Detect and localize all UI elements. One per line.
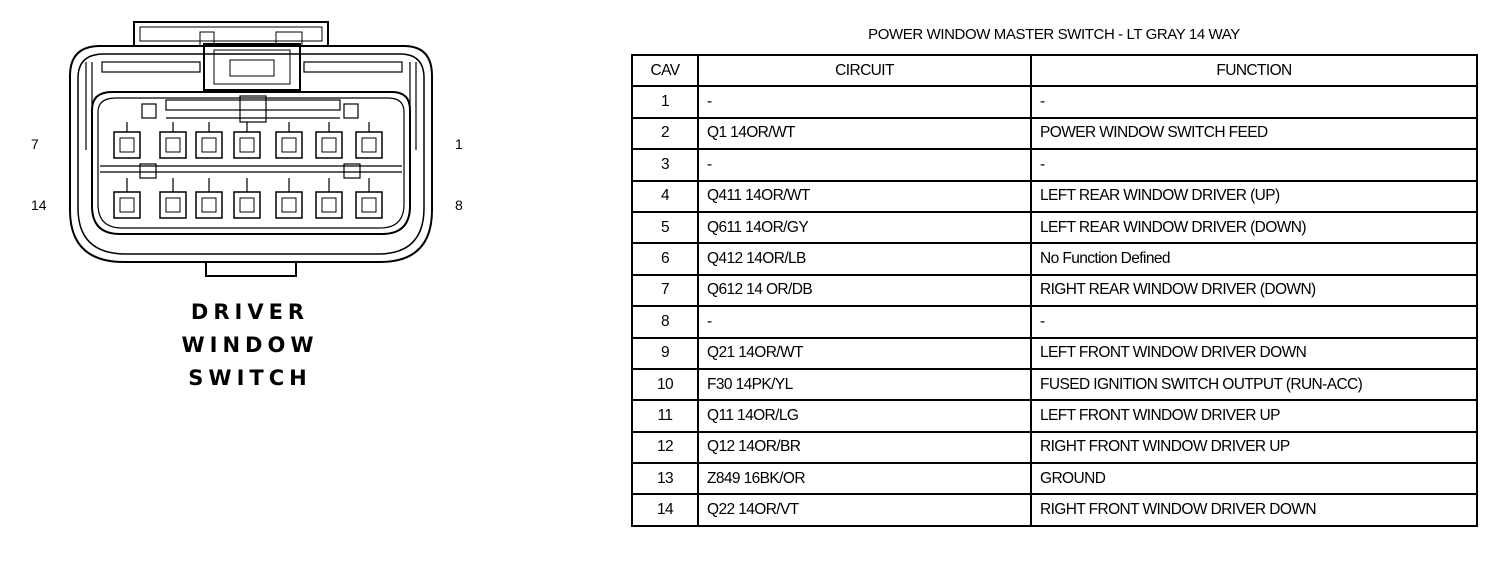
pinout-table (631, 54, 1478, 527)
cell-function: RIGHT FRONT WINDOW DRIVER DOWN (1031, 494, 1477, 525)
connector-latch (134, 22, 328, 90)
table-header-row (632, 55, 1477, 86)
terminal-row-bottom (114, 192, 382, 218)
cell-cav: 1 (632, 86, 698, 117)
cell-function: GROUND (1031, 463, 1477, 494)
header-circuit: CIRCUIT (698, 55, 1031, 86)
table-row (632, 432, 1477, 463)
cell-circuit: Q22 14OR/VT (698, 494, 1031, 525)
cell-function: LEFT FRONT WINDOW DRIVER DOWN (1031, 338, 1477, 369)
cell-function: - (1031, 149, 1477, 180)
table-row (632, 306, 1477, 337)
table-row (632, 149, 1477, 180)
cell-function: FUSED IGNITION SWITCH OUTPUT (RUN-ACC) (1031, 369, 1477, 400)
table-row (632, 243, 1477, 274)
cell-circuit: Z849 16BK/OR (698, 463, 1031, 494)
pin-label-8: 8 (455, 197, 463, 213)
table-row (632, 400, 1477, 431)
cell-function: LEFT REAR WINDOW DRIVER (DOWN) (1031, 212, 1477, 243)
cell-cav: 8 (632, 306, 698, 337)
pin-label-14: 14 (31, 197, 47, 213)
header-function: FUNCTION (1031, 55, 1477, 86)
cell-circuit: Q21 14OR/WT (698, 338, 1031, 369)
caption-line-1: DRIVER (190, 300, 310, 324)
cell-circuit: - (698, 149, 1031, 180)
terminal-row-top (114, 132, 382, 158)
cell-circuit: Q1 14OR/WT (698, 118, 1031, 149)
caption-line-3: SWITCH (188, 366, 312, 390)
connector-side-ribs (86, 62, 416, 150)
cell-cav: 11 (632, 400, 698, 431)
table-row (632, 494, 1477, 525)
table-row (632, 212, 1477, 243)
cell-function: - (1031, 306, 1477, 337)
cell-function: LEFT FRONT WINDOW DRIVER UP (1031, 400, 1477, 431)
table-row (632, 275, 1477, 306)
cell-cav: 14 (632, 494, 698, 525)
cell-cav: 12 (632, 432, 698, 463)
cell-function: - (1031, 86, 1477, 117)
table-row (632, 369, 1477, 400)
cell-function: No Function Defined (1031, 243, 1477, 274)
cell-cav: 13 (632, 463, 698, 494)
cell-circuit: Q611 14OR/GY (698, 212, 1031, 243)
table-row (632, 463, 1477, 494)
cell-circuit: Q12 14OR/BR (698, 432, 1031, 463)
cell-circuit: F30 14PK/YL (698, 369, 1031, 400)
cell-circuit: Q411 14OR/WT (698, 181, 1031, 212)
cell-cav: 10 (632, 369, 698, 400)
cell-cav: 7 (632, 275, 698, 306)
connector-bottom-key (206, 262, 296, 276)
table-row (632, 338, 1477, 369)
cell-cav: 2 (632, 118, 698, 149)
caption-line-2: WINDOW (181, 333, 319, 357)
cell-cav: 6 (632, 243, 698, 274)
table-row (632, 86, 1477, 117)
header-cav: CAV (632, 55, 698, 86)
cell-circuit: Q612 14 OR/DB (698, 275, 1031, 306)
cell-cav: 5 (632, 212, 698, 243)
cell-circuit: Q11 14OR/LG (698, 400, 1031, 431)
pin-label-7: 7 (31, 136, 39, 152)
cell-cav: 3 (632, 149, 698, 180)
cell-circuit: Q412 14OR/LB (698, 243, 1031, 274)
cell-function: RIGHT REAR WINDOW DRIVER (DOWN) (1031, 275, 1477, 306)
cell-circuit: - (698, 306, 1031, 337)
table-title: POWER WINDOW MASTER SWITCH - LT GRAY 14 WAY (868, 26, 1240, 43)
table-row (632, 181, 1477, 212)
cell-function: RIGHT FRONT WINDOW DRIVER UP (1031, 432, 1477, 463)
cell-cav: 9 (632, 338, 698, 369)
cell-cav: 4 (632, 181, 698, 212)
cell-function: LEFT REAR WINDOW DRIVER (UP) (1031, 181, 1477, 212)
pin-label-1: 1 (455, 136, 463, 152)
connector-caption (150, 296, 350, 395)
cell-circuit: - (698, 86, 1031, 117)
cell-function: POWER WINDOW SWITCH FEED (1031, 118, 1477, 149)
connector-outer-housing (70, 46, 432, 262)
table-row (632, 118, 1477, 149)
